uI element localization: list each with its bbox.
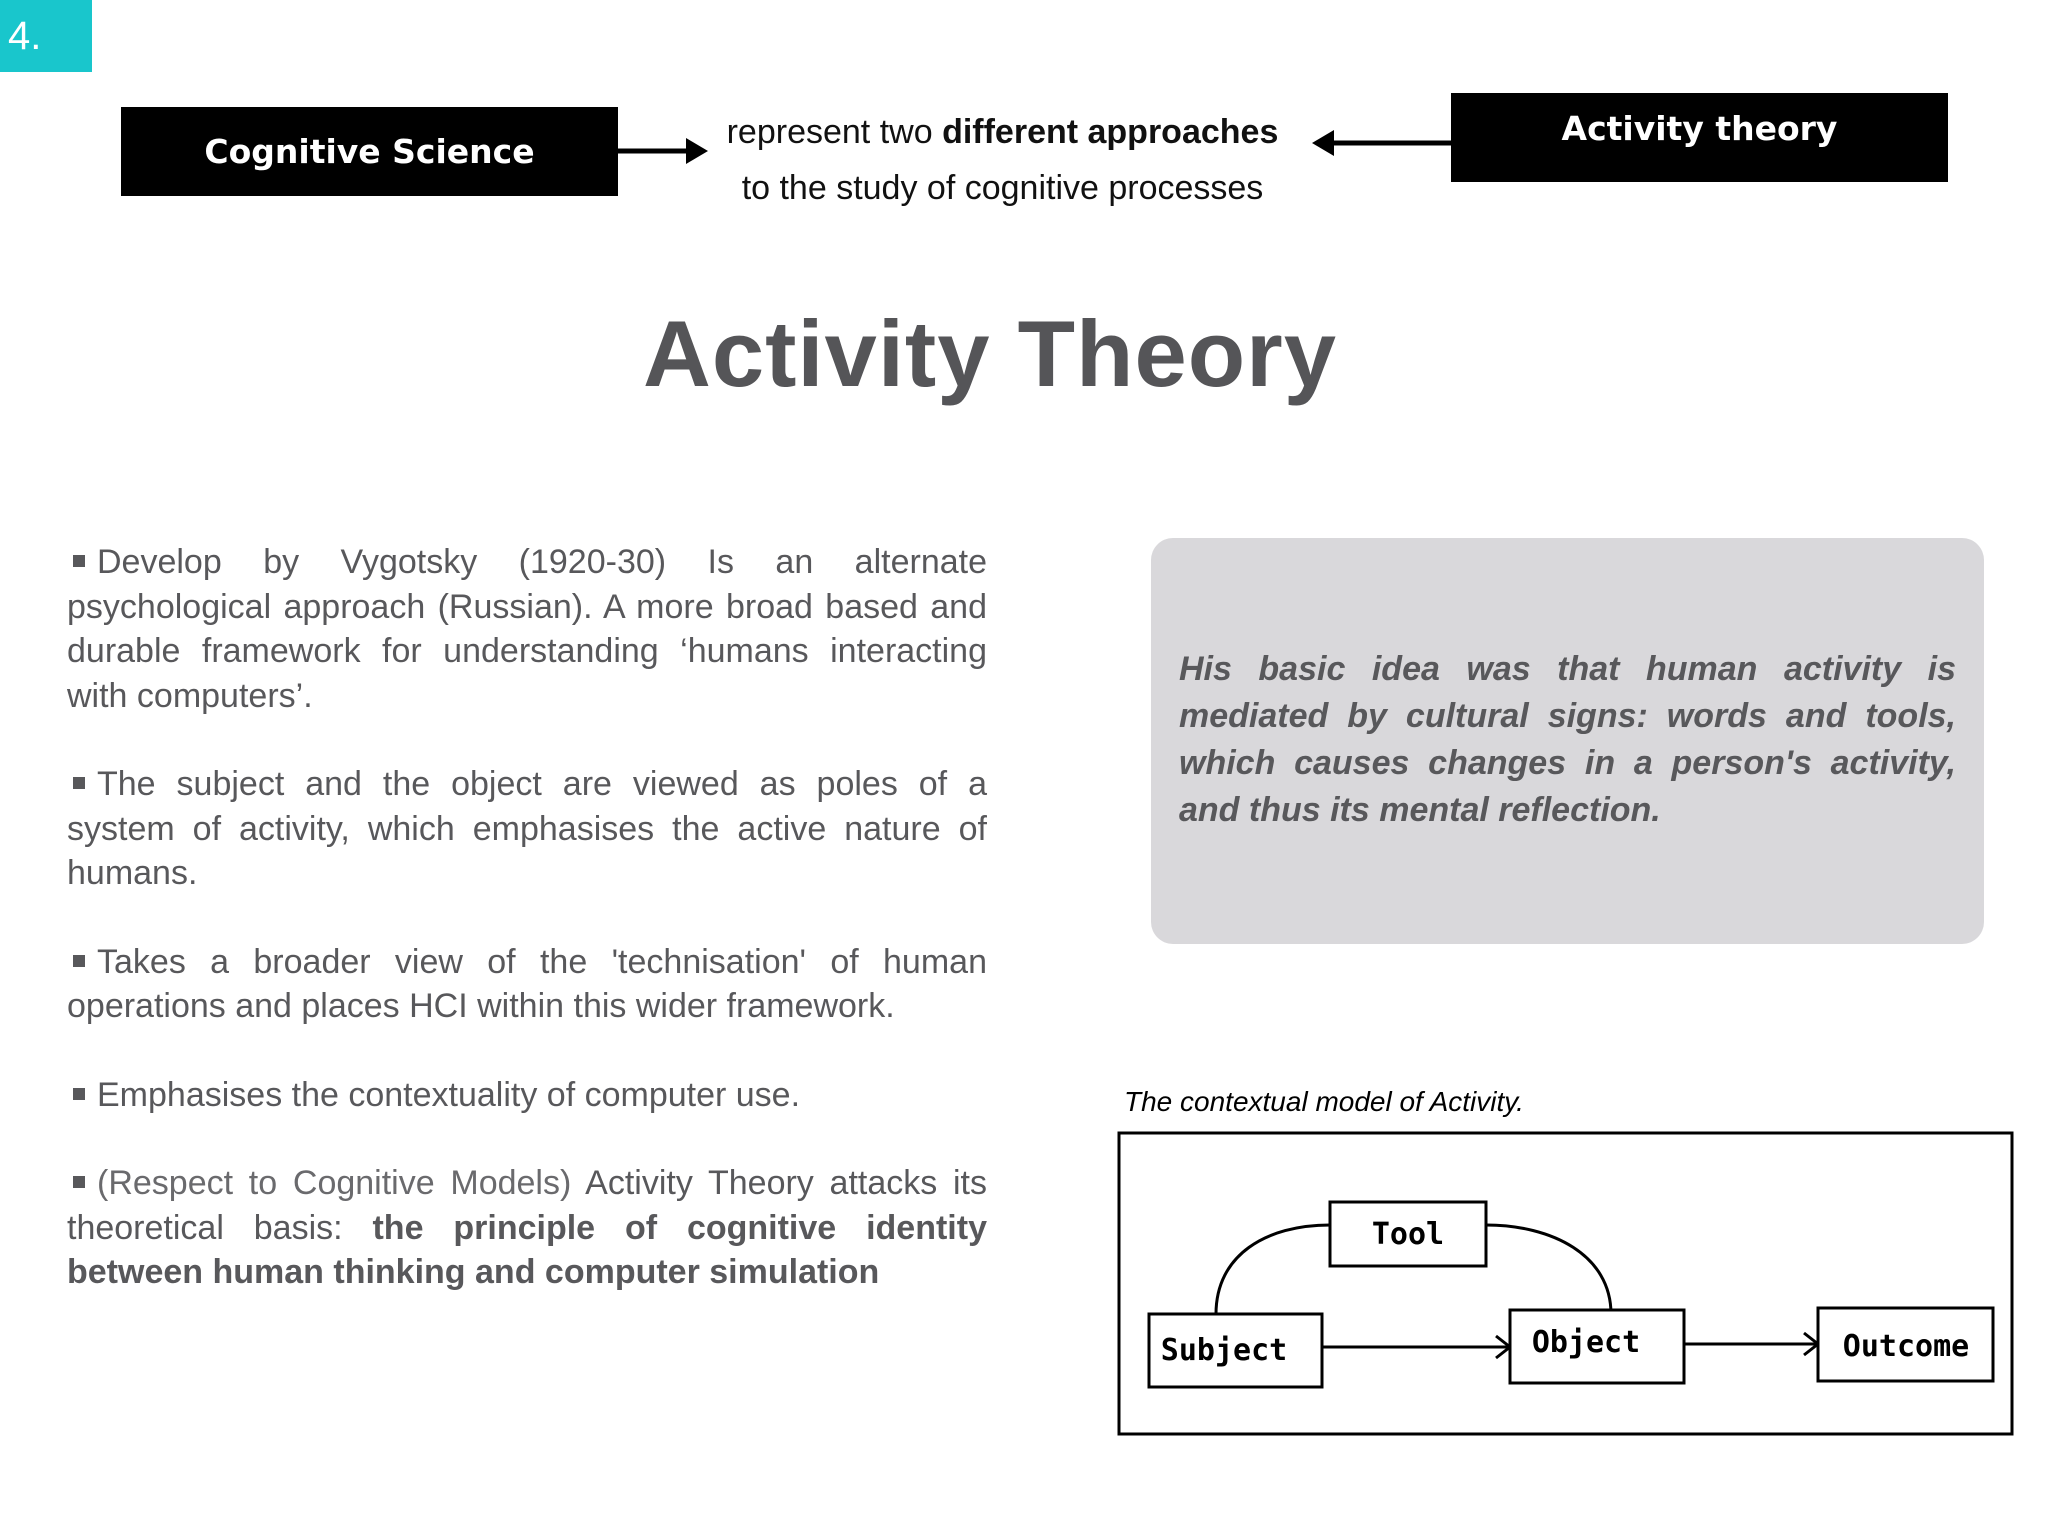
bullet-square-icon [73,555,85,567]
activity-theory-box [1451,93,1948,182]
connector-text [700,104,1305,216]
tool-label: Tool [1371,1217,1445,1252]
bullet-square-icon [73,777,85,789]
bullet-item-4 [67,1073,987,1118]
bullet-square-icon [73,955,85,967]
slide-number: 4. [0,0,92,72]
object-label: Object [1531,1325,1641,1360]
bullet-item-1 [67,540,987,718]
bullet-text-2: The subject and the object are viewed as poles of a system of activity, which emphasises the active nature of humans. [67,765,987,892]
activity-theory-label: Activity theory [1561,109,1838,148]
bullet-item-2 [67,762,987,896]
bullet-square-icon [73,1088,85,1100]
outcome-label: Outcome [1842,1329,1970,1364]
bullet-square-icon [73,1176,85,1188]
activity-model-diagram [1116,1130,2016,1440]
quote-box [1151,538,1984,944]
cognitive-science-box [121,107,618,196]
subject-node [1149,1314,1322,1387]
connector-line-1 [700,104,1305,160]
bullet-text-5: Activity Theory attacks its theoretical basis: [67,1164,987,1247]
quote-text: His basic idea was that human activity is mediated by cultural signs: words and tools, which causes changes in a person's activity, and thus its mental reflection. [1179,650,1956,829]
right-arrow-head [1312,130,1334,156]
diagram-frame [1119,1133,2012,1434]
tool-node [1330,1202,1486,1266]
cognitive-science-label: Cognitive Science [204,132,535,171]
connector-line-1-bold: different approaches [942,113,1279,151]
object-node [1510,1310,1684,1383]
bullet-text-3: Takes a broader view of the 'technisation' of human operations and places HCI within this wider framework. [67,942,987,1025]
outcome-node [1818,1308,1993,1381]
bullet-item-3 [67,940,987,1029]
diagram-caption: The contextual model of Activity. [1124,1086,1524,1117]
bullet-text-5-bold: the principle of cognitive identity between human thinking and computer simulation [67,1208,987,1291]
bullet-list [67,540,987,1339]
connector-line-2: to the study of cognitive processes [741,169,1264,207]
page-title: Activity Theory [642,301,1338,406]
bullet-text-5-light: (Respect to Cognitive Models) [97,1164,572,1202]
connector-line-1-plain: represent two [726,113,943,151]
bullet-text-1: Develop by Vygotsky (1920-30) Is an alternate psychological approach (Russian). A more broad based and durable framework for understanding ‘humans interacting with computers’. [67,543,987,715]
bullet-item-5 [67,1161,987,1295]
bullet-text-4: Emphasises the contextuality of computer use. [97,1075,801,1114]
subject-label: Subject [1160,1333,1288,1368]
